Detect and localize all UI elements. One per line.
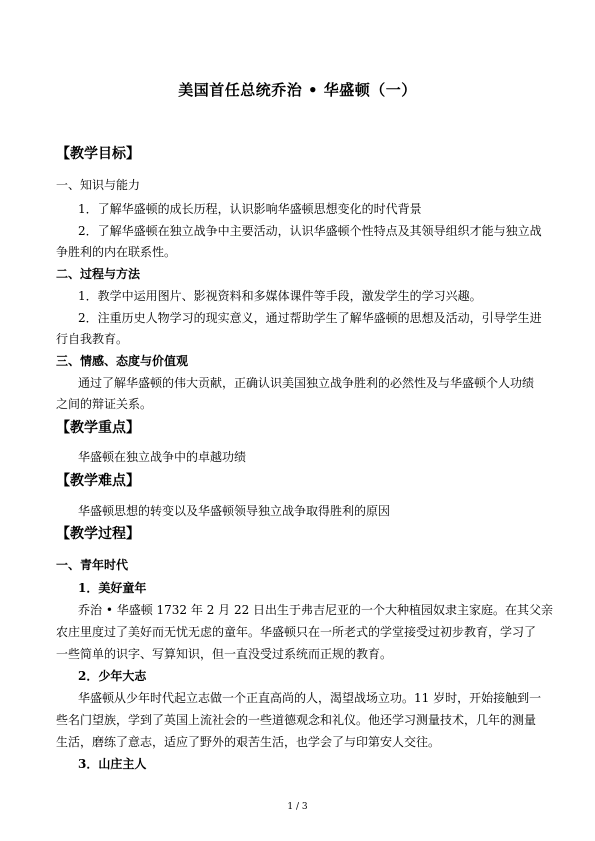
paragraph-line: 乔治 • 华盛顿 1732 年 2 月 22 日出生于弗吉尼亚的一个大种植园奴隶主家庭。在其父亲 <box>78 603 554 617</box>
section-heading-goals: 【教学目标】 <box>56 146 140 162</box>
paragraph-line: 通过了解华盛顿的伟大贡献，正确认识美国独立战争胜利的必然性及与华盛顿个人功绩 <box>78 376 535 390</box>
section-heading-key: 【教学重点】 <box>56 420 140 436</box>
paragraph-line: 农庄里度过了美好而无忧无虑的童年。华盛顿只在一所老式的学堂接受过初步教育，学习了 <box>56 625 537 639</box>
paragraph-line: 华盛顿从少年时代起立志做一个正直高尚的人，渴望战场立功。11 岁时，开始接触到一 <box>78 691 542 705</box>
difficulty-text: 华盛顿思想的转变以及华盛顿领导独立战争取得胜利的原因 <box>78 504 391 518</box>
paragraph-line: 1．了解华盛顿的成长历程，认识影响华盛顿思想变化的时代背景 <box>78 202 422 216</box>
goals-subheading-values: 三、情感、态度与价值观 <box>56 354 189 368</box>
paragraph-line: 争胜利的内在联系性。 <box>56 245 177 259</box>
goals-subheading-knowledge: 一、知识与能力 <box>56 178 141 192</box>
paragraph-line: 2．了解华盛顿在独立战争中主要活动，认识华盛顿个性特点及其领导组织才能与独立战 <box>78 224 542 238</box>
process-subheading-youth: 一、青年时代 <box>56 558 129 572</box>
paragraph-line: 2．注重历史人物学习的现实意义，通过帮助学生了解华盛顿的思想及活动，引导学生进 <box>78 311 542 325</box>
paragraph-line: 些名门望族，学到了英国上流社会的一些道德观念和礼仪。他还学习测量技术，几年的测量 <box>56 713 537 727</box>
paragraph-line: 一些简单的识字、写算知识，但一直没受过系统而正规的教育。 <box>56 647 393 661</box>
paragraph-line: 之间的辩证关系。 <box>56 397 153 411</box>
paragraph-line: 行自我教育。 <box>56 332 129 346</box>
paragraph-line: 1．教学中运用图片、影视资料和多媒体课件等手段，激发学生的学习兴趣。 <box>78 289 482 303</box>
page-title: 美国首任总统乔治 • 华盛顿（一） <box>178 81 417 99</box>
goals-subheading-process: 二、过程与方法 <box>56 267 141 281</box>
process-subsection-ambition: 2．少年大志 <box>78 669 147 683</box>
section-heading-process: 【教学过程】 <box>56 526 140 542</box>
section-heading-difficulty: 【教学难点】 <box>56 473 140 489</box>
page-number: 1 / 3 <box>287 802 308 812</box>
process-subsection-estate: 3．山庄主人 <box>78 757 147 771</box>
key-point-text: 华盛顿在独立战争中的卓越功绩 <box>78 450 247 464</box>
process-subsection-childhood: 1．美好童年 <box>78 581 147 595</box>
paragraph-line: 生活，磨练了意志，适应了野外的艰苦生活，也学会了与印第安人交往。 <box>56 735 441 749</box>
